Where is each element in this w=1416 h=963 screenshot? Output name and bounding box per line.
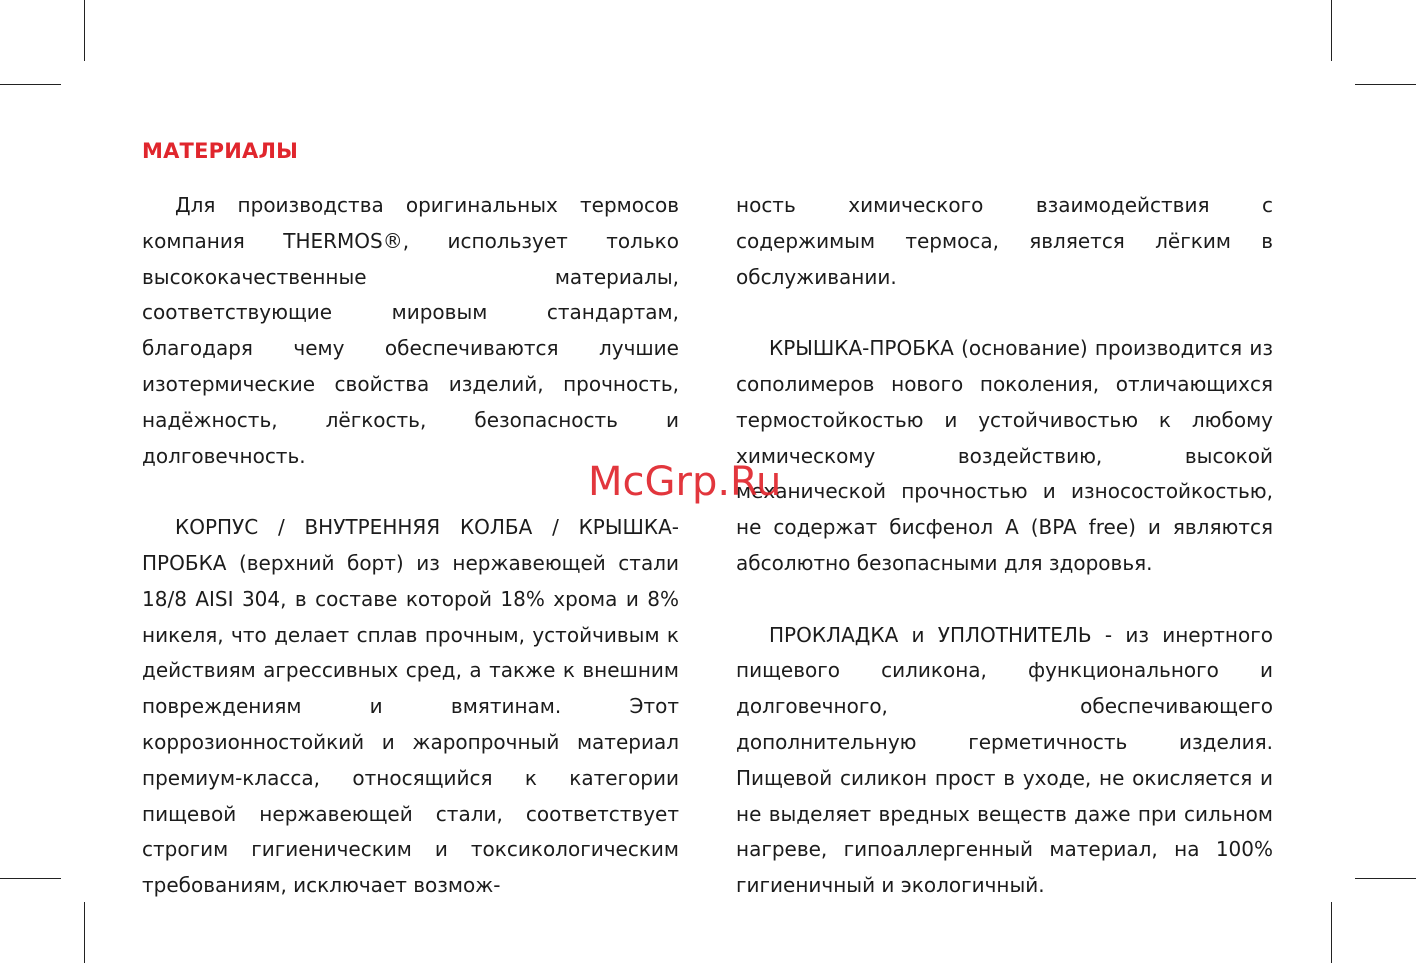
crop-mark-top-right-vertical <box>1331 0 1332 61</box>
crop-mark-bottom-right-horizontal <box>1355 878 1416 879</box>
right-column <box>736 188 1273 904</box>
crop-mark-bottom-left-vertical <box>84 902 85 963</box>
section-heading: МАТЕРИАЛЫ <box>142 139 299 163</box>
lid-material-paragraph: КРЫШКА-ПРОБКА (основание) производится из сополимеров нового поколения, отличающихся термостойкостью и устойчивостью к любому химическому воздействию, высокой механической прочностью и износостойкостью, не содержат бисфенол А (BPA free) и являются абсолютно безопасными для здоровья. <box>736 336 1273 575</box>
crop-mark-top-left-vertical <box>84 0 85 61</box>
body-material-paragraph: КОРПУС / ВНУТРЕННЯЯ КОЛБА / КРЫШКА-ПРОБКА (верхний борт) из нержавеющей стали 18/8 AISI 304, в составе которой 18% хрома и 8% никеля, что делает сплав прочным, устойчивым к действиям агрессивных сред, а также к внешним повреждениям и вмятинам. Этот коррозионностойкий и жаропрочный материал премиум-класса, относящийся к категории пищевой нержавеющей стали, соответствует строгим гигиеническим и токсикологическим требованиям, исключает возмож- <box>142 515 679 898</box>
crop-mark-top-left-horizontal <box>0 84 61 85</box>
watermark-logo: McGrp.Ru <box>588 459 782 505</box>
continuation-paragraph: ность химического взаимодействия с содержимым термоса, является лёгким в обслуживании. <box>736 193 1273 289</box>
crop-mark-bottom-left-horizontal <box>0 878 61 879</box>
gasket-material-paragraph: ПРОКЛАДКА и УПЛОТНИТЕЛЬ - из инертного пищевого силикона, функционального и долговечного, обеспечивающего дополнительную герметичность изделия. Пищевой силикон прост в уходе, не окисляется и не выделяет вредных веществ даже при сильном нагреве, гипоаллергенный материал, на 100% гигиеничный и экологичный. <box>736 622 1273 898</box>
paragraph-gap <box>736 295 1273 331</box>
intro-paragraph: Для производства оригинальных термосов компания THERMOS®, использует только высококачественные материалы, соответствующие мировым стандартам, благодаря чему обеспечиваются лучшие изотермические свойства изделий, прочность, надёжность, лёгкость, безопасность и долговечность. <box>142 193 679 468</box>
left-column <box>142 188 679 904</box>
crop-mark-top-right-horizontal <box>1355 84 1416 85</box>
crop-mark-bottom-right-vertical <box>1331 902 1332 963</box>
paragraph-gap <box>736 582 1273 618</box>
